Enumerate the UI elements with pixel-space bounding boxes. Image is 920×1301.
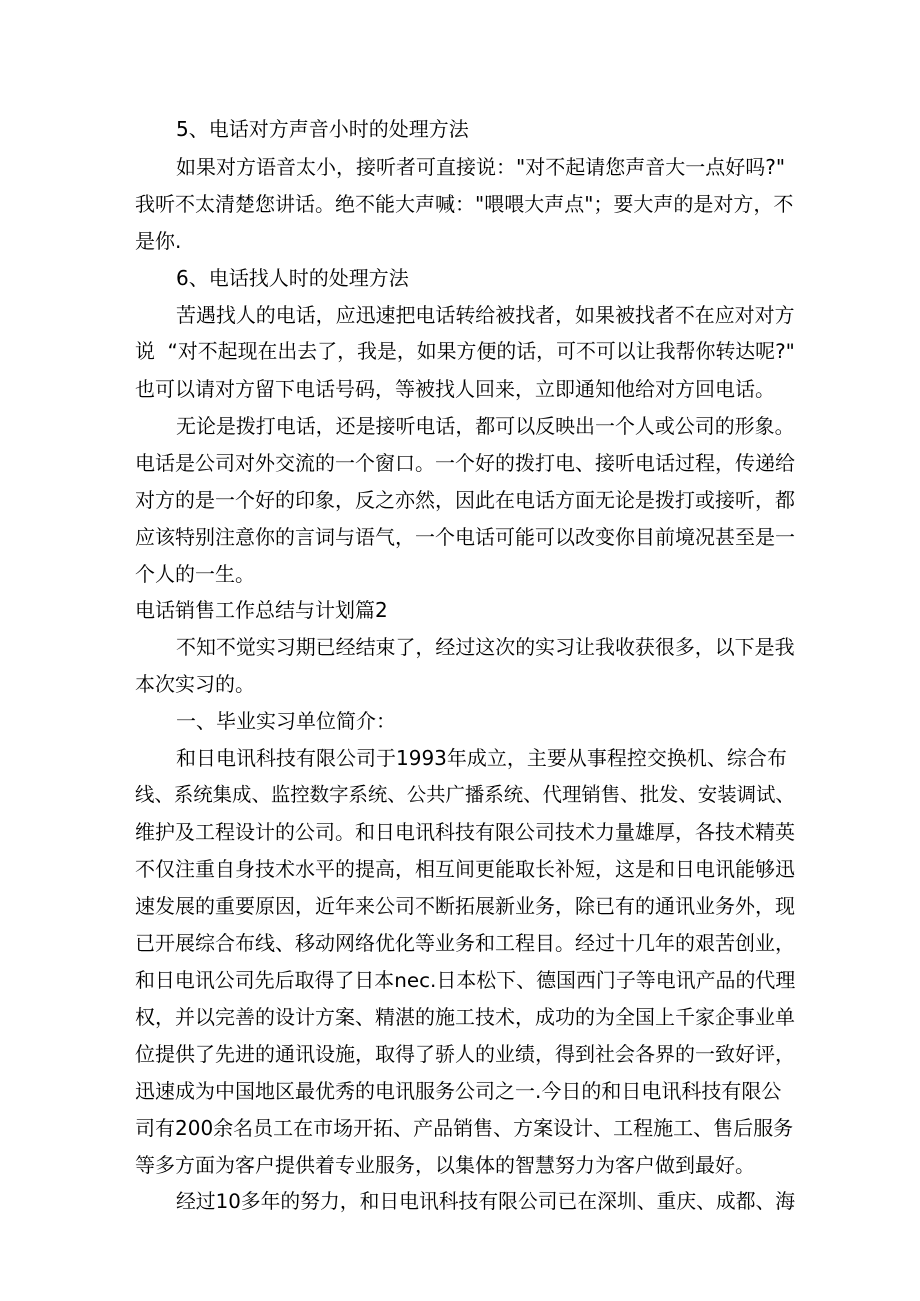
paragraph-line: 位提供了先进的通讯设施，取得了骄人的业绩，得到社会各界的一致好评， [135, 1042, 795, 1066]
paragraph-line: 也可以请对方留下电话号码，等被找人回来，立即通知他给对方回电话。 [135, 377, 775, 401]
subheading: 一、毕业实习单位简介： [176, 709, 396, 733]
paragraph-line: 等多方面为客户提供着专业服务，以集体的智慧努力为客户做到最好。 [135, 1153, 755, 1177]
heading-item-6: 6、电话找人时的处理方法 [176, 266, 409, 290]
paragraph-line: 电话是公司对外交流的一个窗口。一个好的拨打电、接听电话过程，传递给 [135, 451, 795, 475]
paragraph-line: 无论是拨打电话，还是接听电话，都可以反映出一个人或公司的形象。 [176, 414, 795, 438]
paragraph-line: 和日电讯公司先后取得了日本nec.日本松下、德国西门子等电讯产品的代理 [135, 968, 796, 992]
paragraph-line: 我听不太清楚您讲话。绝不能大声喊："喂喂大声点"；要大声的是对方，不 [135, 192, 794, 216]
heading-item-5: 5、电话对方声音小时的处理方法 [176, 117, 469, 141]
paragraph-line: 如果对方语音太小，接听者可直接说："对不起请您声音大一点好吗?" [176, 155, 786, 179]
paragraph-line: 迅速成为中国地区最优秀的电讯服务公司之一.今日的和日电讯科技有限公 [135, 1079, 782, 1103]
paragraph-line: 速发展的重要原因，近年来公司不断拓展新业务，除已有的通讯业务外，现 [135, 894, 795, 918]
paragraph-line: 已开展综合布线、移动网络优化等业务和工程目。经过十几年的艰苦创业， [135, 931, 795, 955]
paragraph-line: 不知不觉实习期已经结束了，经过这次的实习让我收获很多，以下是我 [176, 635, 795, 659]
paragraph-line: 经过10多年的努力，和日电讯科技有限公司已在深圳、重庆、成都、海 [176, 1190, 796, 1213]
paragraph-line: 不仅注重自身技术水平的提高，相互间更能取长补短，这是和日电讯能够迅 [135, 857, 795, 881]
paragraph-line: 苦遇找人的电话，应迅速把电话转给被找者，如果被找者不在应对对方 [176, 303, 795, 327]
paragraph-line: 司有200余名员工在市场开拓、产品销售、方案设计、工程施工、售后服务 [135, 1116, 794, 1140]
paragraph-line: 本次实习的。 [135, 672, 255, 696]
paragraph-line: 应该特别注意你的言词与语气，一个电话可能可以改变你目前境况甚至是一 [135, 525, 795, 549]
paragraph-line: 权，并以完善的设计方案、精湛的施工技术，成功的为全国上千家企事业单 [135, 1005, 795, 1029]
paragraph-line: 维护及工程设计的公司。和日电讯科技有限公司技术力量雄厚，各技术精英 [135, 820, 795, 844]
paragraph-line: 个人的一生。 [135, 562, 255, 586]
paragraph-line: 线、系统集成、监控数字系统、公共广播系统、代理销售、批发、安装调试、 [135, 783, 795, 806]
paragraph-line: 和日电讯科技有限公司于1993年成立，主要从事程控交换机、综合布 [176, 746, 787, 770]
paragraph-line: 对方的是一个好的印象，反之亦然，因此在电话方面无论是拨打或接听，都 [135, 488, 795, 512]
section-title: 电话销售工作总结与计划篇2 [135, 598, 388, 622]
paragraph-line: 是你. [135, 229, 182, 253]
paragraph-line: 说 “对不起现在出去了，我是，如果方便的话，可不可以让我帮你转达呢?" [135, 340, 795, 363]
